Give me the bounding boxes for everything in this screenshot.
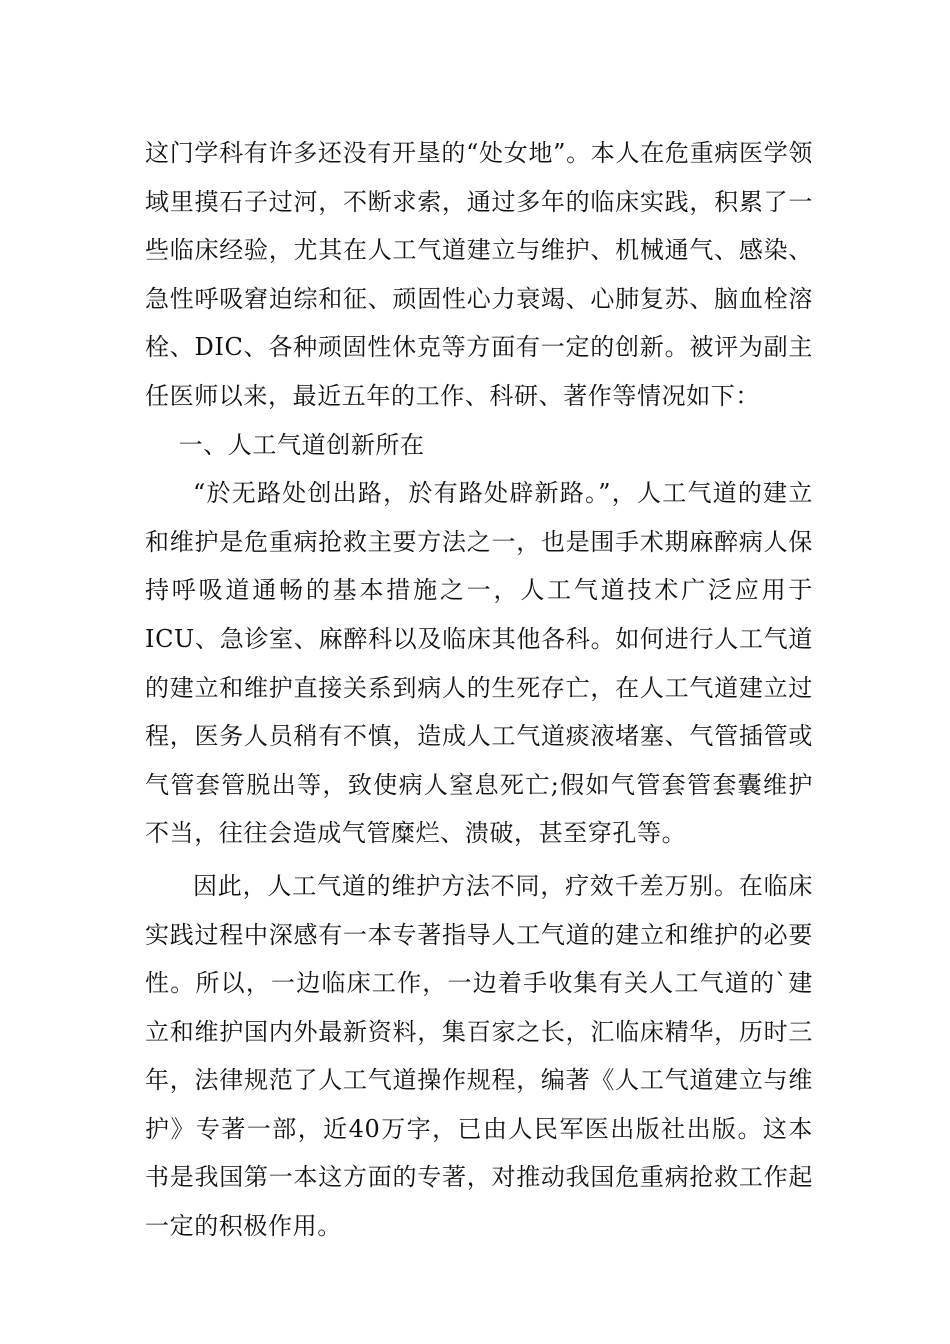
document-body <box>145 129 813 1251</box>
paragraph-monograph: 因此，人工气道的维护方法不同，疗效千差万别。在临床实践过程中深感有一本专著指导人工气道的建立和维护的必要性。所以，一边临床工作，一边着手收集有关人工气道的`建立和维护国内外最新资料，集百家之长，汇临床精华，历时三年，法律规范了人工气道操作规程，编著《人工气道建立与维护》专著一部，近40万字，已由人民军医出版社出版。这本书是我国第一本这方面的专著，对推动我国危重病抢救工作起一定的积极作用。 <box>145 871 813 1241</box>
paragraph-airway: “於无路处创出路，於有路处辟新路。”，人工气道的建立和维护是危重病抢救主要方法之一，也是围手术期麻醉病人保持呼吸道通畅的基本措施之一，人工气道技术广泛应用于ICU、急诊室、麻醉科以及临床其他各科。如何进行人工气道的建立和维护直接关系到病人的生死存亡，在人工气道建立过程，医务人员稍有不慎，造成人工气道痰液堵塞、气管插管或气管套管脱出等，致使病人窒息死亡;假如气管套管套囊维护不当，往往会造成气管糜烂、溃破，甚至穿孔等。 <box>145 479 813 848</box>
paragraph-intro: 这门学科有许多还没有开垦的“处女地”。本人在危重病医学领域里摸石子过河，不断求索，通过多年的临床实践，积累了一些临床经验，尤其在人工气道建立与维护、机械通气、感染、急性呼吸窘迫综和征、顽固性心力衰竭、心肺复苏、脑血栓溶栓、DIC、各种顽固性休克等方面有一定的创新。被评为副主任医师以来，最近五年的工作、科研、著作等情况如下： <box>145 139 813 410</box>
section-heading: 一、人工气道创新所在 <box>178 430 425 459</box>
